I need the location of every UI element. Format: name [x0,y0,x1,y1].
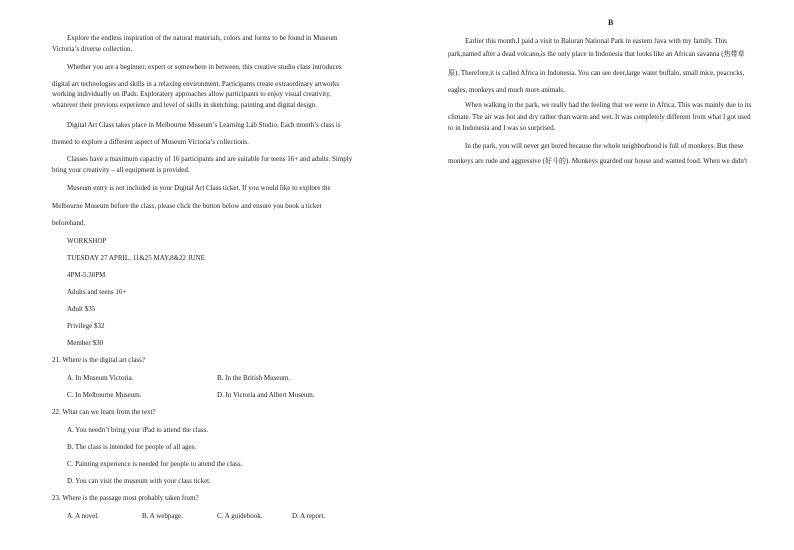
workshop-line: TUESDAY 27 APRIL, 11&25 MAY,8&22 JUNE [67,254,205,262]
option-21-a: A. In Museum Victoria. [67,374,134,382]
paragraph-line: 原). Therefore,it is called Africa in Indonesia. You can see deer,large water buffalo, small mice, peacocks, [448,69,745,77]
paragraph-line: Victoria’s diverse collection. [52,45,133,53]
option-23-d: D. A report. [292,512,326,520]
question-21: 21. Where is the digital art class? [52,356,145,364]
section-heading: B [608,18,614,27]
option-21-b: B. In the British Museum. [217,374,291,382]
paragraph-line: to in Indonesia and I was so surprised. [448,124,556,132]
option-22-b: B. The class is intended for people of all ages. [67,443,197,451]
paragraph-line: whatever their previous experience and level of skills in sketching, painting and digital design. [52,101,317,109]
paragraph-line: Melbourne Museum before the class, please click the button below and ensure you book a ticket [52,202,322,210]
workshop-line: Privilege $32 [67,322,105,330]
option-23-a: A. A novel. [67,512,99,520]
workshop-line: Adults and teens 16+ [67,288,127,296]
paragraph-line: Classes have a maximum capacity of 16 participants and are suitable for teens 16+ and adults. Simply [67,155,353,163]
paragraph-line: park,named after a dead volcano,is the only place in Indonesia that looks like an African savanna (热带草 [448,50,745,58]
paragraph-line: Whether you are a beginner, expert or somewhere in between, this creative studio class introduces [67,63,342,71]
option-22-c: C. Painting experience is needed for people to attend the class. [67,460,243,468]
option-23-b: B. A webpage. [142,512,183,520]
paragraph-line: climate. The air was hot and dry rather than warm and wet. It was completely different from what I got used [448,113,751,121]
workshop-line: WORKSHOP [67,237,107,245]
workshop-line: Member $30 [67,339,103,347]
paragraph-line: Explore the endless inspiration of the natural materials, colors and forms to be found in Museum [67,34,338,42]
option-23-c: C. A guidebook. [217,512,263,520]
option-22-d: D. You can visit the museum with your class ticket. [67,477,211,485]
question-22: 22. What can we learn from the text? [52,408,156,416]
paragraph-line: monkeys are rude and aggressive (好斗的). Monkeys guarded our house and wanted food. When we didn't [448,157,748,165]
paragraph-line: Digital Art Class takes place in Melbourne Museum’s Learning Lab Studio. Each month’s class is [67,121,341,129]
paragraph-line: themed to explore a different aspect of Museum Victoria’s collections. [52,138,249,146]
paragraph-line: In the park, you will never get bored because the whole neighborhood is full of monkeys. But these [465,142,744,150]
paragraph-line: beforehand. [52,219,86,227]
paragraph-line: bring your creativity – all equipment is provided. [52,166,190,174]
paragraph-line: eagles, monkeys and much more animals. [448,86,565,94]
paragraph-line: When walking in the park, we really had the feeling that we were in Africa. This was mainly due to its [465,101,752,109]
paragraph-line: Earlier this month,I paid a visit to Baluran National Park in eastern Java with my family. This [465,37,727,45]
workshop-line: 4PM-5.30PM [67,271,106,279]
option-21-d: D. In Victoria and Albert Museum. [217,391,315,399]
paragraph-line: working individually on iPads. Exploratory approaches allow participants to enjoy visual creativity, [52,90,331,98]
option-21-c: C. In Melbourne Museum. [67,391,142,399]
paragraph-line: digital art technologies and skills in a relaxing environment. Participants create extraordinary artworks [52,80,340,88]
paragraph-line: Museum entry is not included in your Digital Art Class ticket. If you would like to explore the [67,184,331,192]
option-22-a: A. You needn’t bring your iPad to attend the class. [67,426,209,434]
workshop-line: Adult $35 [67,305,96,313]
question-23: 23. Where is the passage most probably taken from? [52,494,199,502]
